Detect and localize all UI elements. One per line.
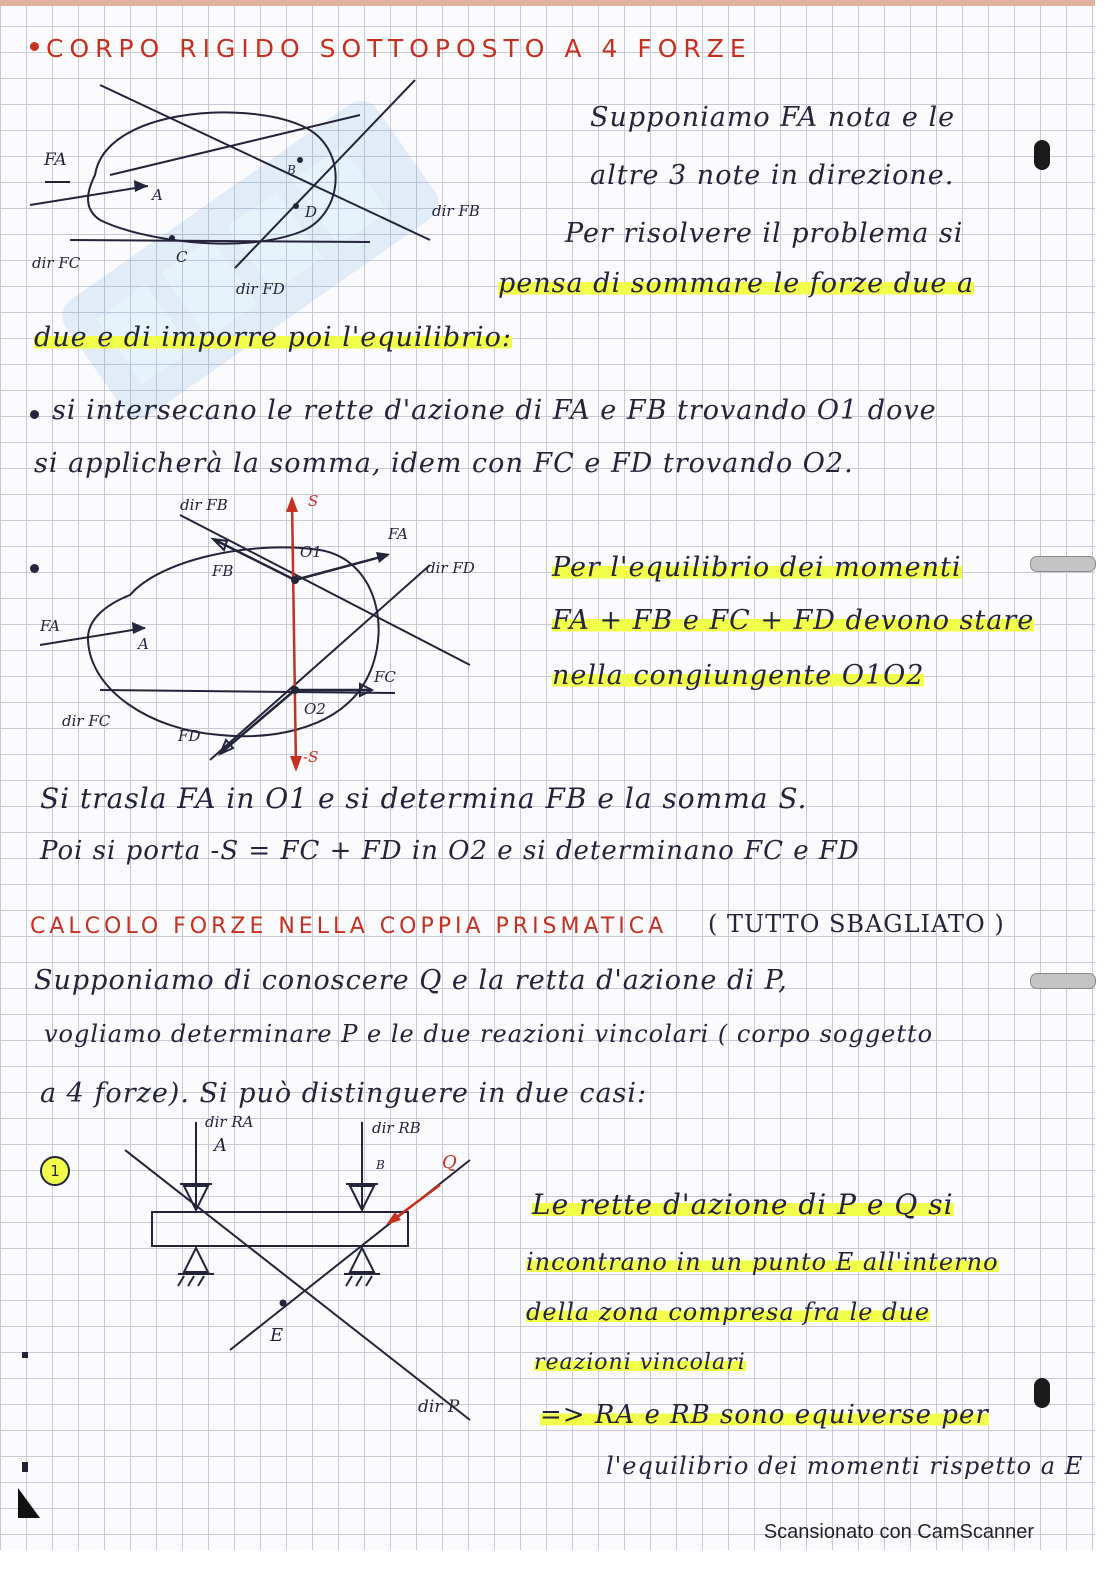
fig1-label-dir-fb: dir FB	[432, 202, 480, 220]
conclusion-line-2: Poi si porta -S = FC + FD in O2 e si determinano FC e FD	[40, 836, 860, 866]
fig3-label-a: A	[214, 1135, 227, 1156]
case1-line-3: della zona compresa fra le due	[526, 1298, 931, 1326]
fig2-label-fd: FD	[178, 727, 201, 745]
intro-line-5: due e di imporre poi l'equilibrio:	[34, 322, 512, 353]
case1-line-1: Le rette d'azione di P e Q si	[532, 1188, 954, 1221]
page-corner-dark	[18, 1488, 40, 1518]
fig1-label-dir-fc: dir FC	[32, 254, 81, 272]
fig1-label-fa: FA	[44, 150, 67, 170]
fig1-label-dir-fd: dir FD	[236, 280, 285, 298]
step1-line-1: si intersecano le rette d'azione di FA e FB trovando O1 dove	[52, 395, 937, 426]
fig1-label-a: A	[152, 186, 163, 204]
fig3-label-dir-p: dir P	[418, 1397, 460, 1417]
fig3-label-dir-rb: dir RB	[372, 1119, 421, 1137]
fig2-label-fa-left: FA	[40, 617, 60, 635]
case1-line-2: incontrano in un punto E all'interno	[526, 1248, 999, 1276]
step1-line-2: si applicherà la somma, idem con FC e FD trovando O2.	[34, 448, 854, 479]
fig2-label-dir-fd: dir FD	[426, 559, 475, 577]
fig2-label-dir-fc: dir FC	[62, 712, 111, 730]
margin-mark-2	[22, 1462, 28, 1472]
fig2-label-o2: O2	[304, 700, 326, 718]
fig2-label-fc: FC	[374, 668, 396, 686]
case1-line-5: => RA e RB sono equiverse per	[540, 1400, 989, 1430]
fig2-label-s: S	[308, 492, 319, 510]
case1-line-6: l'equilibrio dei momenti rispetto a E	[606, 1452, 1084, 1480]
case-number: 1	[50, 1162, 60, 1180]
margin-mark-1	[22, 1352, 28, 1358]
section-title-rigid-body: CORPO RIGIDO SOTTOPOSTO A 4 FORZE	[46, 34, 752, 63]
fig2-label-a: A	[138, 635, 149, 653]
equilibrium-line-1: Per l'equilibrio dei momenti	[552, 552, 962, 583]
scanner-footer: Scansionato con CamScanner	[763, 1521, 1034, 1543]
fig3-label-b: B	[376, 1158, 385, 1172]
fig2-label-minus-s: -S	[303, 748, 319, 766]
s2-intro-line-3: a 4 forze). Si può distinguere in due casi:	[40, 1078, 648, 1109]
intro-line-3: Per risolvere il problema si	[565, 218, 964, 249]
intro-line-4: pensa di sommare le forze due a	[498, 268, 975, 299]
section-title-note: ( TUTTO SBAGLIATO )	[708, 910, 1005, 938]
fig2-label-dir-fb: dir FB	[180, 496, 228, 514]
fig2-label-o1: O1	[300, 543, 322, 561]
conclusion-line-1: Si trasla FA in O1 e si determina FB e la somma S.	[40, 782, 808, 815]
fig2-label-fb: FB	[212, 562, 234, 580]
intro-line-1: Supponiamo FA nota e le	[590, 102, 956, 133]
fig3-label-e: E	[270, 1325, 284, 1346]
fig1-label-c: C	[176, 248, 188, 266]
fig3-label-dir-ra: dir RA	[205, 1113, 254, 1131]
fig3-label-q: Q	[442, 1152, 457, 1173]
equilibrium-line-3: nella congiungente O1O2	[552, 660, 925, 691]
fig1-label-d: D	[305, 203, 318, 221]
fig2-label-fa-top: FA	[388, 525, 408, 543]
equilibrium-line-2: FA + FB e FC + FD devono stare	[552, 605, 1035, 636]
intro-line-2: altre 3 note in direzione.	[590, 160, 955, 191]
case1-line-4: reazioni vincolari	[534, 1350, 746, 1375]
fig1-label-b: B	[287, 163, 296, 177]
s2-intro-line-2: vogliamo determinare P e le due reazioni vincolari ( corpo soggetto	[44, 1020, 934, 1048]
s2-intro-line-1: Supponiamo di conoscere Q e la retta d'azione di P,	[34, 965, 788, 996]
section-title-prismatic-pair: CALCOLO FORZE NELLA COPPIA PRISMATICA	[30, 914, 668, 939]
